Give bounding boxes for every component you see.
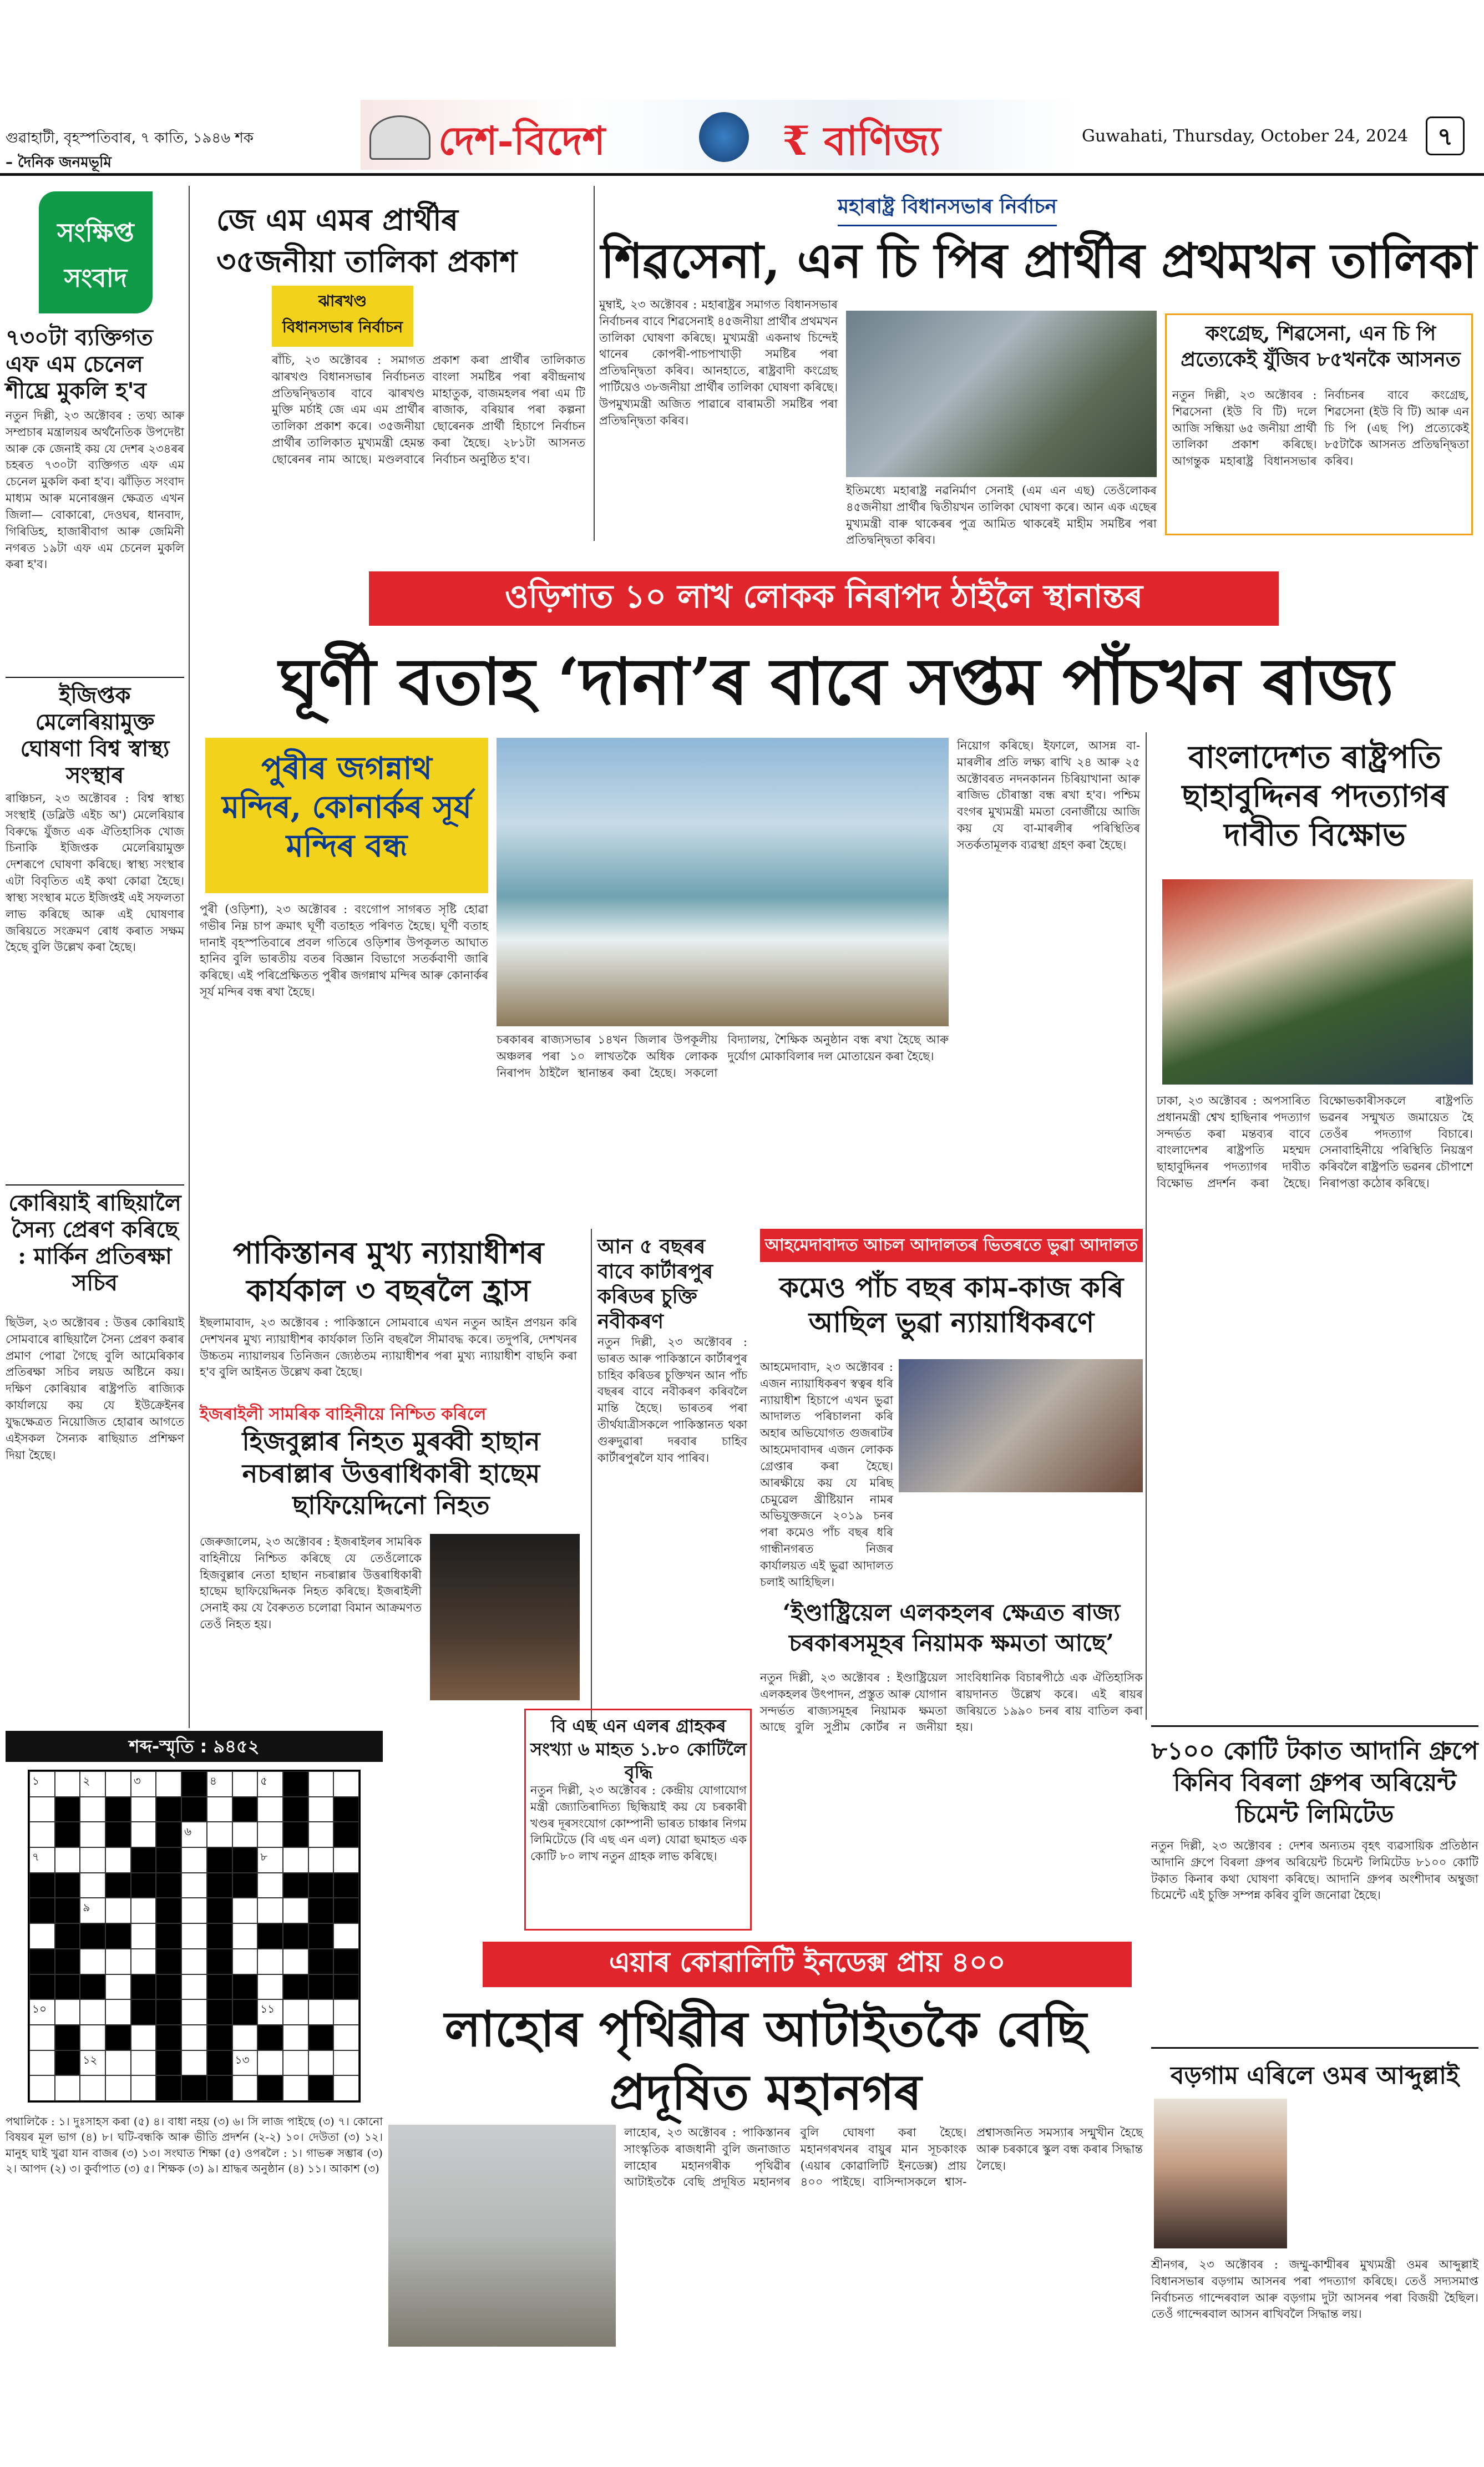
hezbollah-article <box>194 1401 585 1714</box>
bangladesh-protest-photo <box>1162 879 1473 1085</box>
jmm-kicker <box>272 286 413 347</box>
maharashtra-article <box>599 186 1478 547</box>
page-number: ৭ <box>1426 116 1465 155</box>
cyclone-subhead-box <box>205 738 488 893</box>
maharashtra-side-body: নতুন দিল্লী, ২৩ অক্টোবৰ : শিৱসেনা (ইউ বি টি) দলে আজি সন্ধিয়া ৬৫ জনীয়া প্ৰাৰ্থী তালিকা প্ৰকাশ কৰিছে। আগন্তুক মহাৰাষ্ট্ৰ বিধানসভাৰ নিৰ্বাচনৰ বাবে কংগ্ৰেছ, শিৱসেনা (ইউ বি টি) আৰু এন চি পি (এছ পি) প্ৰত্যেকেই ৮৫টাকৈ আসনত প্ৰতিদ্বন্দ্বিতা কৰিব। <box>1172 388 1469 468</box>
brief-3-title: কোৰিয়াই ৰাছিয়ালৈ সৈন্য প্ৰেৰণ কৰিছে : মাৰ্কিন প্ৰতিৰক্ষা সচিব <box>8 1190 181 1296</box>
jmm-kicker-line2: বিধানসভাৰ নিৰ্বাচন <box>282 318 403 336</box>
cyclone-body-mid: চৰকাৰৰ ৰাজ্যসভাৰ ১৪খন জিলাৰ উপকূলীয় অঞ্চলৰ পৰা ১০ লাখতকৈ অধিক লোকক নিৰাপদ ঠাইলৈ স্থানান্তৰ কৰা হৈছে। সকলো বিদ্যালয়, শৈক্ষিক অনুষ্ঠান বন্ধ ৰখা হৈছে আৰু দুৰ্যোগ মোকাবিলাৰ দল মোতায়েন কৰা হৈছে। <box>497 1033 949 1080</box>
cartapur-headline: আন ৫ বছৰৰ বাবে কাৰ্টাৰপুৰ কৰিডৰ চুক্তি নবীকৰণ <box>597 1235 713 1333</box>
jmm-article <box>194 186 591 497</box>
ahmedabad-kicker: আহমেদাবাদত আচল আদালতৰ ভিতৰতে ভুৱা আদালত <box>760 1229 1143 1262</box>
aqi-body: লাহোৰ, ২৩ অক্টোবৰ : পাকিস্তানৰ সাংস্কৃতিক ৰাজধানী বুলি জনাজাত লাহোৰ মহানগৰীক পৃথিৱীৰ আটাইতকৈ বেছি প্ৰদূষিত মহানগৰ বুলি ঘোষণা কৰা হৈছে। মহানগৰখনৰ বায়ুৰ মান সূচকাংক (এয়াৰ কোৱালিটি ইনডেক্স) প্ৰায় ৪০০ পাইছে। বাসিন্দাসকলে শ্বাস-প্ৰশ্বাসজনিত সমস্যাৰ সন্মুখীন হৈছে আৰু চৰকাৰে স্কুল বন্ধ কৰাৰ সিদ্ধান্ত লৈছে। <box>624 2126 1143 2189</box>
industrial-article <box>760 1598 1143 1908</box>
jmm-title-line2: ৩৫জনীয়া তালিকা প্ৰকাশ <box>216 244 518 279</box>
brief-1-title: ৭৩০টা ব্যক্তিগত এফ এম চেনেল শীঘ্রে মুকলি হ'ব <box>6 325 153 404</box>
maharashtra-side-title: কংগ্ৰেছ, শিৱসেনা, এন চি পি প্ৰত্যেকেই যুঁজিব ৮৫খনকৈ আসনত <box>1181 322 1461 371</box>
masthead <box>0 0 1484 178</box>
crossword-grid[interactable]: ১ ২ ৩ ৪ ৫ ৬ ৭ ৮ ৯ ১০ ১১ ১২ ১৩ <box>28 1770 361 2103</box>
omar-headline: বড়গাম এৰিলে ওমৰ আব্দুল্লাই <box>1171 2061 1459 2090</box>
section-title-banijya: ₹ বাণিজ্য <box>782 117 941 164</box>
cyclone-sea-photo <box>497 738 949 1026</box>
section-banner <box>361 100 1076 170</box>
hezbollah-kicker: ইজৰাইলী সামৰিক বাহিনীয়ে নিশ্চিত কৰিলে <box>200 1405 487 1424</box>
maharashtra-leaders-photo <box>846 311 1157 477</box>
crossword-puzzle <box>6 1731 383 2463</box>
bsnl-headline: বি এছ এন এলৰ গ্ৰাহকৰ সংখ্যা ৬ মাহত ১.৮০ কোটিলৈ বৃদ্ধি <box>530 1715 747 1783</box>
bangladesh-headline: বাংলাদেশত ৰাষ্ট্ৰপতি ছাহাবুদ্দিনৰ পদত্যাগৰ দাবীত বিক্ষোভ <box>1182 739 1448 853</box>
ahmedabad-article <box>760 1229 1143 1589</box>
globe-icon <box>699 112 749 162</box>
brief-2-body: ৰাঞ্চিচন, ২৩ অক্টোবৰ : বিশ্ব স্বাস্থ্য সংস্থাই (ডব্লিউ এইচ অ') মেলেৰিয়াৰ বিৰুদ্ধে যুঁজত এক ঐতিহাসিক খোজ চিনাকি ইজিপ্তক মেলেৰিয়ামুক্ত দেশৰূপে ঘোষণা কৰিছে। স্বাস্থ্য সংস্থাৰ এটা বিবৃতিত এই কথা কোৱা হৈছে। স্বাস্থ্য সংস্থাৰ মতে ইজিপ্তই এই সফলতা লাভ কৰিছে আৰু এই ঘোষণাৰ জৰিয়তে সংক্ৰমণ ৰোধ কৰাত সক্ষম হৈছে বুলি উল্লেখ কৰা হৈছে। <box>6 792 184 954</box>
left-brand: – দৈনিক জনমভূমি <box>6 154 112 171</box>
cyclone-body-right: নিয়োগ কৰিছে। ইফালে, আসন্ন বা-মাৰলীৰ প্ৰতি লক্ষ্য ৰাখি ২৪ আৰু ২৫ অক্টোবৰত নদনকানন চিৰিয়াখানা আৰু ৰাজিভ চৌৰাস্তা বন্ধ ৰখা হ'ব। পশ্চিম বংগৰ মুখ্যমন্ত্ৰী মমতা বেনাৰ্জীয়ে আজি কয় যে বা-মাৰলীৰ পৰিস্থিতিৰ সতৰ্কতামূলক ব্যৱস্থা গ্ৰহণ কৰা হৈছে। <box>957 739 1140 852</box>
briefs-header <box>39 191 153 313</box>
cartapur-body: নতুন দিল্লী, ২৩ অক্টোবৰ : ভাৰত আৰু পাকিস্তানে কাৰ্টাৰপুৰ চাহিব কৰিডৰ চুক্তিখন আন পাঁচ বছৰৰ বাবে নবীকৰণ কৰিবলৈ মান্তি হৈছে। ভাৰতৰ পৰা তীৰ্থযাত্ৰীসকলে পাকিস্তানত থকা গুৰুদুৱাৰা দৰবাৰ চাহিব কাৰ্টাৰপুৰলৈ যাব পাৰিব। <box>597 1335 747 1465</box>
hezbollah-leader-photo <box>430 1534 580 1700</box>
adani-headline: ৮১০০ কোটি টকাত আদানি গ্ৰুপে কিনিব বিৰলা গ্ৰুপৰ অৰিয়েন্ট চিমেন্ট লিমিটেড <box>1151 1737 1478 1829</box>
maharashtra-headline: শিৱসেনা, এন চি পিৰ প্ৰাৰ্থীৰ প্ৰথমখন তালিকা <box>601 233 1477 289</box>
aqi-smog-photo <box>388 2125 616 2347</box>
crossword-title: শব্দ-স্মৃতি : ৯৪৫২ <box>6 1731 383 1762</box>
hezbollah-headline: হিজবুল্লাৰ নিহত মুৰব্বী হাছান নচৰাল্লাৰ উত্তৰাধিকাৰী হাছেম ছাফিয়েদ্দিনো নিহত <box>242 1426 540 1520</box>
bsnl-article <box>524 1709 752 1931</box>
brief-2-title: ইজিপ্তক মেলেৰিয়ামুক্ত ঘোষণা বিশ্ব স্বাস্থ্য সংস্থাৰ <box>20 682 170 788</box>
adani-body: নতুন দিল্লী, ২৩ অক্টোবৰ : দেশৰ অন্যতম বৃহৎ ব্যৱসায়িক প্ৰতিষ্ঠান আদানি গ্ৰুপে বিৰলা গ্ৰুপৰ অৰিয়েন্ট চিমেন্ট লিমিটেড ৮১০০ কোটি টকাত কিনাৰ কথা ঘোষণা কৰিছে। আদানি গ্ৰুপৰ অংশীদাৰ অম্বুজা চিমেন্টে এই চুক্তি সম্পন্ন কৰিব বুলি জনোৱা হৈছে। <box>1151 1839 1478 1902</box>
industrial-body: নতুন দিল্লী, ২৩ অক্টোবৰ : ইণ্ডাষ্ট্ৰিয়েল এলকহলৰ উৎপাদন, প্ৰস্তুত আৰু যোগান সন্দৰ্ভত ৰাজ্যসমূহৰ নিয়ামক ক্ষমতা আছে বুলি সুপ্ৰীম কোৰ্টৰ ন জনীয়া সাংবিধানিক বিচাৰপীঠে এক ঐতিহাসিক ৰায়দানত উল্লেখ কৰে। এই ৰায়ৰ জৰিয়তে ১৯৯০ চনৰ ৰায় বাতিল কৰা হয়। <box>760 1671 1143 1734</box>
maharashtra-side-box <box>1165 313 1473 535</box>
maharashtra-kicker: মহাৰাষ্ট্ৰ বিধানসভাৰ নিৰ্বাচন <box>838 191 1057 226</box>
cartapur-article <box>591 1229 752 1728</box>
omar-portrait-photo <box>1154 2099 1287 2248</box>
omar-body: শ্ৰীনগৰ, ২৩ অক্টোবৰ : জম্মু-কাশ্মীৰৰ মুখ্যমন্ত্ৰী ওমৰ আব্দুল্লাই বিধানসভাৰ বড়গাম আসনৰ পৰা পদত্যাগ কৰিছে। তেওঁ সদ্যসমাপ্ত নিৰ্বাচনত গান্দেৰবাল আৰু বড়গাম দুটা আসনৰ পৰা বিজয়ী হৈছিল। তেওঁ গান্দেৰবাল আসন ৰাখিবলৈ সিদ্ধান্ত লয়। <box>1151 2258 1478 2321</box>
omar-article <box>1151 2047 1478 2463</box>
maharashtra-photo-caption: ইতিমধ্যে মহাৰাষ্ট্ৰ নৱনিৰ্মাণ সেনাই (এম এন এছ) তেওঁলোকৰ ৪৫জনীয়া প্ৰাৰ্থীৰ দ্বিতীয়খন তালিকা ঘোষণা কৰে। আন এক এছেৰ মুখ্যমন্ত্ৰী বাৰু থাকেৰৰ পুত্ৰ আমিত থাকৰেই মাহীম সমষ্টিৰ পৰা প্ৰতিদ্বন্দ্বিতা কৰিব। <box>846 484 1157 547</box>
briefs-header-line1: সংক্ষিপ্ত <box>57 217 134 247</box>
briefs-header-line2: সংবাদ <box>64 263 128 293</box>
pakistan-body: ইছলামাবাদ, ২৩ অক্টোবৰ : পাকিস্তানে সোমবাৰে এখন নতুন আইন প্ৰণয়ন কৰি দেশখনৰ মুখ্য ন্যায়াধীশৰ কাৰ্যকাল তিনি বছৰলৈ সীমাবদ্ধ কৰে। তদুপৰি, দেশখনৰ উচ্চতম ন্যায়ালয়ৰ তিনিজন জ্যেষ্ঠতম ন্যায়াধীশৰ পৰা মুখ্য ন্যায়াধীশ বাছনি কৰা হ'ব বুলি আইনত উল্লেখ কৰা হৈছে। <box>200 1316 577 1379</box>
left-dateline: গুৱাহাটী, বৃহস্পতিবাৰ, ৭ কাতি, ১৯৪৬ শক <box>6 130 254 146</box>
parliament-icon <box>369 115 430 160</box>
ahmedabad-accused-photo <box>899 1359 1143 1492</box>
bsnl-body: নতুন দিল্লী, ২৩ অক্টোবৰ : কেন্দ্ৰীয় যোগাযোগ মন্ত্ৰী জ্যোতিৰাদিত্য ছিন্ধিয়াই কয় যে চৰকাৰী খণ্ডৰ দূৰসংযোগ কোম্পানী ভাৰত চাঞ্চাৰ নিগম লিমিটেডে (বি এছ এন এল) যোৱা ছমাহত এক কোটি ৮০ লাখ নতুন গ্ৰাহক লাভ কৰিছে। <box>530 1784 747 1863</box>
cyclone-headline: ঘূৰ্ণী বতাহ ‘দানা’ৰ বাবে সপ্তম পাঁচখন ৰাজ্য <box>278 644 1394 720</box>
ahmedabad-headline: কমেও পাঁচ বছৰ কাম-কাজ কৰি আছিল ভুৱা ন্যায়াধিকৰণে <box>779 1271 1124 1339</box>
aqi-headline: লাহোৰ পৃথিৱীৰ আটাইতকৈ বেছি প্ৰদূষিত মহানগৰ <box>444 2000 1087 2121</box>
cyclone-subhead: পুৰীৰ জগন্নাথ মন্দিৰ, কোনাৰ্কৰ সূৰ্য মন্দিৰ বন্ধ <box>222 750 472 864</box>
brief-1-body: নতুন দিল্লী, ২৩ অক্টোবৰ : তথ্য আৰু সম্প্ৰচাৰ মন্ত্ৰালয়ৰ অৰ্থনৈতিক উপদেষ্টা আৰু কে জেনাই কয় যে দেশৰ ২৩৪ৰৰ চহৰত ৭৩০টা ব্যক্তিগত এফ এম চেনেল মুকলি কৰা হ'ব। ঝাঁড়িত সংবাদ মাধ্যম আৰু মনোৰঞ্জন ক্ষেত্ৰত এখন জিলা— বোকাৰো, দেওঘৰ, ধানবাদ, গিৰিডিহ, হাজাৰীবাগ আৰু জেমিনী নগৰত ১৯টা এফ এম চেনেল মুকলি কৰা হ'ব। <box>6 409 184 571</box>
section-title-desh-bidesh: দেশ-বিদেশ <box>438 118 605 164</box>
aqi-banner: এয়াৰ কোৱালিটি ইনডেক্স প্ৰায় ৪০০ <box>483 1942 1132 1987</box>
industrial-headline: ‘ইণ্ডাষ্ট্ৰিয়েল এলকহলৰ ক্ষেত্ৰত ৰাজ্য চৰকাৰসমূহৰ নিয়ামক ক্ষমতা আছে’ <box>782 1599 1121 1657</box>
maharashtra-body: মুম্বাই, ২৩ অক্টোবৰ : মহাৰাষ্ট্ৰৰ সমাগত বিধানসভাৰ নিৰ্বাচনৰ বাবে শিৱসেনাই ৪৫জনীয়া প্ৰাৰ্থীৰ প্ৰথমখন তালিকা ঘোষণা কৰিছে। মুখ্যমন্ত্ৰী একনাথ চিন্দেই থানেৰ কোপৰী-পাচপাখাড়ী সমষ্টিৰ পৰা প্ৰতিদ্বন্দ্বিতা কৰিব। আনহাতে, ৰাষ্ট্ৰবাদী কংগ্ৰেছ পাৰ্টিয়েও ৩৮জনীয়া প্ৰাৰ্থীৰ তালিকা ঘোষণা কৰিছে। উপমুখ্যমন্ত্ৰী অজিত পাৱাৰে বাৰামতী সমষ্টিৰ পৰা প্ৰতিদ্বন্দ্বিতা কৰিব। <box>599 298 838 427</box>
bangladesh-article <box>1151 732 1478 1720</box>
brief-3-body: ছিউল, ২৩ অক্টোবৰ : উত্তৰ কোৰিয়াই সোমবাৰে ৰাছিয়ালৈ সৈন্য প্ৰেৰণ কৰাৰ প্ৰমাণ পোৱা গৈছে বুলি আমেৰিকাৰ প্ৰতিৰক্ষা সচিব লয়ড অষ্টিনে কয়। দক্ষিণ কোৰিয়াৰ ৰাষ্ট্ৰপতি ৰাজ্যিক কাৰ্যালয়ে কয় যে ইউক্ৰেইনৰ যুদ্ধক্ষেত্ৰত নিয়োজিত হোৱাৰ আগতে এইসকল সৈন্যক ৰাছিয়াত প্ৰশিক্ষণ দিয়া হৈছে। <box>6 1316 184 1462</box>
adani-article <box>1151 1725 1478 2042</box>
jmm-kicker-line1: ঝাৰখণ্ড <box>318 292 367 310</box>
hezbollah-body: জেৰুজালেম, ২৩ অক্টোবৰ : ইজৰাইলৰ সামৰিক বাহিনীয়ে নিশ্চিত কৰিছে যে তেওঁলোকে হিজবুল্লাৰ নেতা হাছান নচৰাল্লাৰ উত্তৰাধিকাৰী হাছেম ছাফিয়েদ্দিনক নিহত কৰিছে। ইজৰাইলী সেনাই কয় যে বৈৰুতত চলোৱা বিমান আক্ৰমণত তেওঁ নিহত হয়। <box>200 1535 422 1632</box>
briefs-column <box>6 186 184 1684</box>
ahmedabad-body: আহমেদাবাদ, ২৩ অক্টোবৰ : এজন ন্যায়াধিকৰণ স্বত্বৰ ধৰি ন্যায়াধীশ হিচাপে এখন ভুৱা আদালত পৰিচালনা কৰি অহাৰ অভিযোগত গুজৰাটৰ আহমেদাবাদৰ এজন লোকক গ্ৰেপ্তাৰ কৰা হৈছে। আৰক্ষীয়ে কয় যে মৰিছ চেমুৱেল খ্ৰীষ্টিয়ান নামৰ অভিযুক্তজনে ২০১৯ চনৰ পৰা কমেও পাঁচ বছৰ ধৰি গান্ধীনগৰত নিজৰ কাৰ্যালয়ত এই ভুৱা আদালত চলাই আহিছিল। <box>760 1360 893 1589</box>
cyclone-banner: ওড়িশাত ১০ লাখ লোকক নিৰাপদ ঠাইলৈ স্থানান্তৰ <box>369 571 1279 626</box>
cyclone-body-left: পুৰী (ওড়িশা), ২৩ অক্টোবৰ : বংগোপ সাগৰত সৃষ্টি হোৱা গভীৰ নিম্ন চাপ ক্ৰমাৎ ঘূৰ্ণী বতাহত পৰিণত হৈছে। ঘূৰ্ণী বতাহ দানাই বৃহস্পতিবাৰে প্ৰবল গতিৰে ওড়িশাৰ উপকূলত আঘাত হানিব বুলি ভাৰতীয় বতৰ বিজ্ঞান বিভাগে সতৰ্কবাণী জাৰি কৰিছে। এই পৰিপ্ৰেক্ষিতত পুৰীৰ জগন্নাথ মন্দিৰ আৰু কোনাৰ্কৰ সূৰ্য মন্দিৰ বন্ধ ৰখা হৈছে। <box>200 903 488 999</box>
jmm-body: ৰাঁচি, ২৩ অক্টোবৰ : সমাগত ঝাৰখণ্ড বিধানসভাৰ নিৰ্বাচনত প্ৰতিদ্বন্দ্বিতাৰ বাবে ঝাৰখণ্ড মুক্তি মৰ্চাই জে এম এম প্ৰাৰ্থীৰ তালিকা প্ৰকাশ কৰে। ৩৫জনীয়া প্ৰাৰ্থীৰ তালিকাত মুখ্যমন্ত্ৰী হেমন্ত ছোৰেনৰ নাম আছে। মণ্ডলবাৰে প্ৰকাশ কৰা প্ৰাৰ্থীৰ তালিকাত বাংলা সমষ্টিৰ পৰা ৰবীন্দ্ৰনাথ মাহাতুক, বাজমহলৰ পৰা এম টি ৰাজাক, বৰিয়াৰ পৰা কল্পনা ছোৰেনক প্ৰাৰ্থী হিচাপে নিৰ্বাচন কৰা হৈছে। ২৮১টা আসনত নিৰ্বাচন অনুষ্ঠিত হ'ব। <box>272 353 585 466</box>
bangladesh-body: ঢাকা, ২৩ অক্টোবৰ : অপসাৰিত প্ৰধানমন্ত্ৰী শ্বেখ হাছিনাৰ পদত্যাগ সন্দৰ্ভত কৰা মন্তব্যৰ বাবে বাংলাদেশৰ ৰাষ্ট্ৰপতি মহম্মদ ছাহাবুদ্দিনৰ পদত্যাগৰ দাবীত বিক্ষোভ প্ৰদৰ্শন কৰা হৈছে। বিক্ষোভকাৰীসকলে ৰাষ্ট্ৰপতি ভৱনৰ সন্মুখত জমায়েত হৈ তেওঁৰ পদত্যাগ বিচাৰে। সেনাবাহিনীয়ে পৰিস্থিতি নিয়ন্ত্ৰণ কৰিবলৈ ৰাষ্ট্ৰপতি ভৱনৰ চৌপাশে নিৰাপত্তা কঠোৰ কৰিছে। <box>1157 1094 1473 1191</box>
jmm-title-line1: জে এম এমৰ প্ৰাৰ্থীৰ <box>216 202 458 237</box>
right-dateline: Guwahati, Thursday, October 24, 2024 <box>1082 126 1409 146</box>
pakistan-article <box>194 1229 583 1395</box>
pakistan-headline: পাকিস্তানৰ মুখ্য ন্যায়াধীশৰ কাৰ্যকাল ৩ বছৰলৈ হ্ৰাস <box>232 1235 544 1308</box>
crossword-clues: পথালিকৈ : ১। দুঃসাহস কৰা (৫) ৪। বাধা নহয় (৩) ৬। সি লাজ পাইছে (৩) ৭। কোনো বিষয়ৰ মূল ভাগ (৪) ৮। ঘটি-বন্ধকি আৰু ভীতি প্ৰদৰ্শন (২-২) ১০। দেউতা (৩) ১২। মানুহ ঘাই খুৱা যান বাজৰ (৩) ১৩। সংঘাত শিক্ষা (৫) ওপৰলৈ : ১। গাভৰু সম্ভাৰ (৩) ২। আপদ (২) ৩। কুৰ্বাপাত (৩) ৫। শিক্ষক (৩) ৯। শ্ৰাদ্ধৰ অনুষ্ঠান (৪) ১১। আকাশ (৩) <box>6 2115 383 2176</box>
